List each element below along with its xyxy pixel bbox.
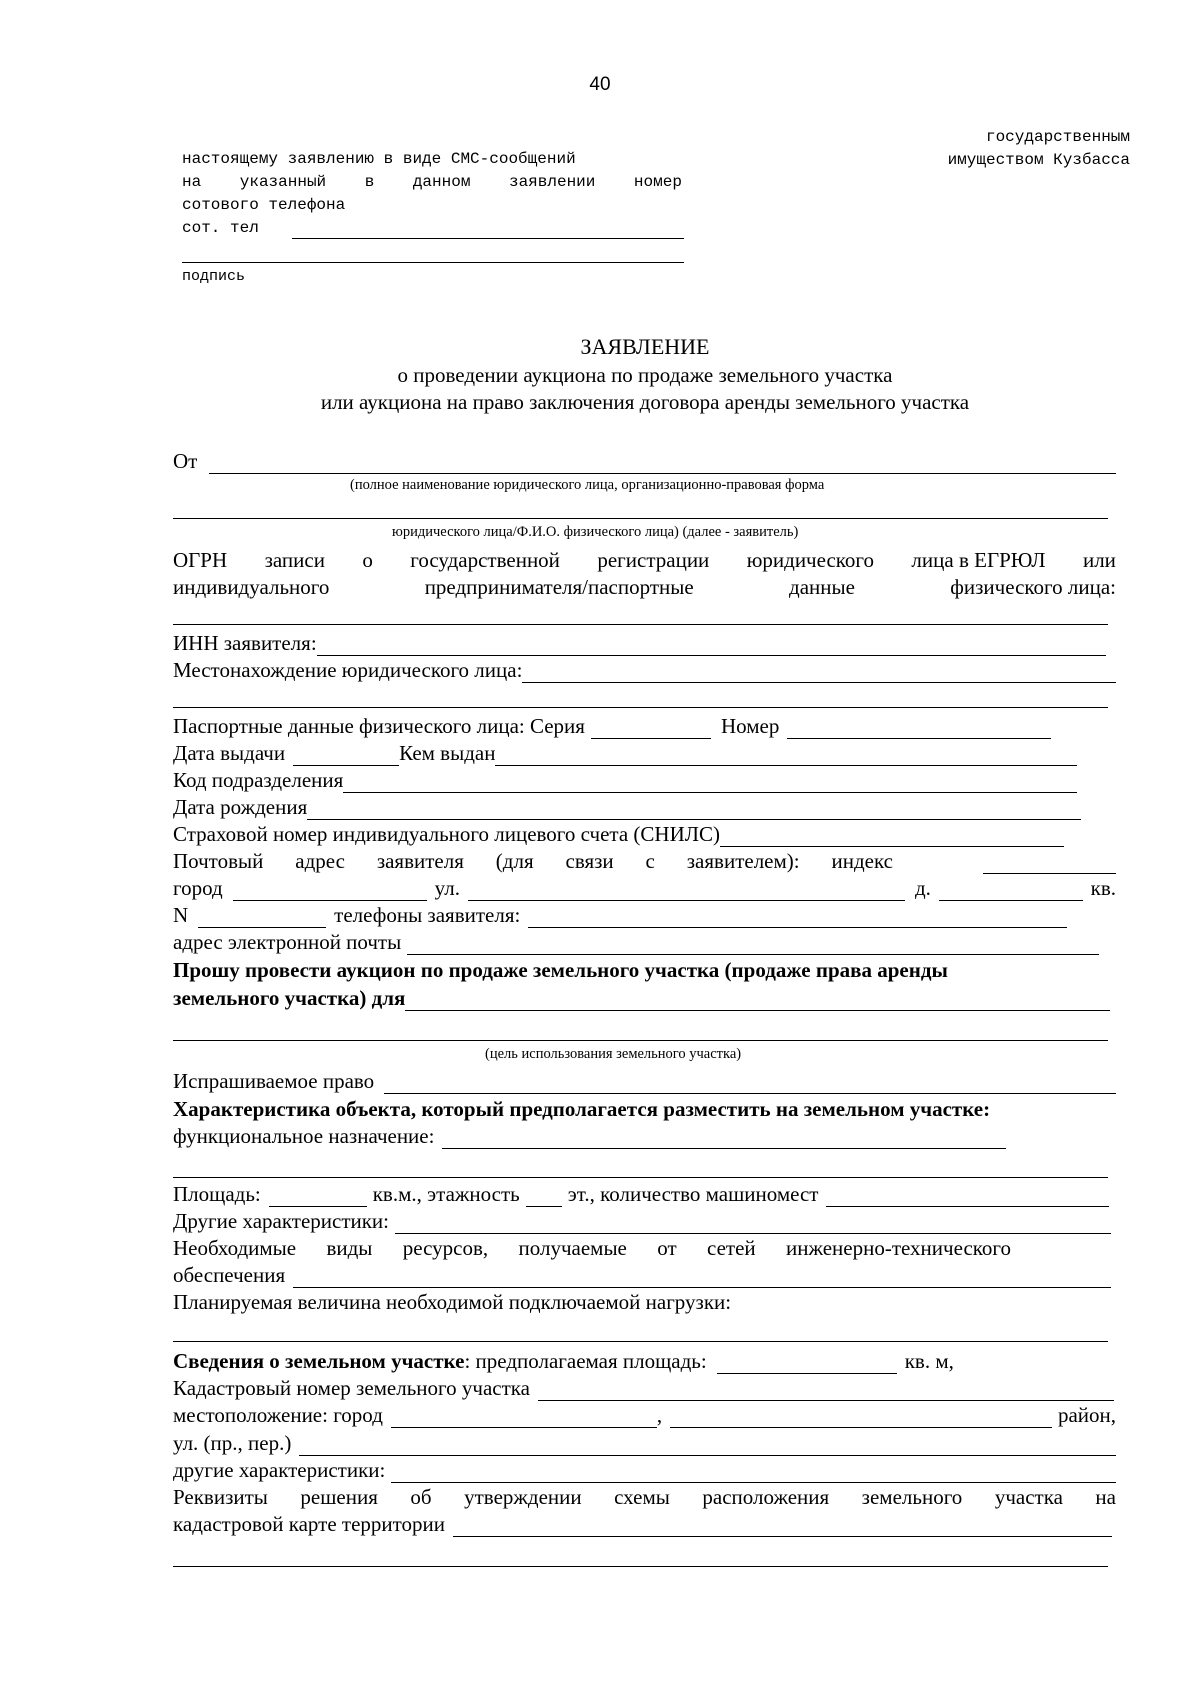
plot-heading-row [173, 1348, 1116, 1374]
snils-row [173, 821, 1064, 847]
word: адрес [295, 849, 345, 873]
snils-field[interactable] [720, 826, 1064, 847]
district-label: район, [1057, 1403, 1116, 1427]
passport-row [173, 713, 1051, 739]
word: государственной [410, 548, 560, 572]
location-field[interactable] [522, 662, 1116, 683]
ogrn-row-2 [173, 574, 1116, 600]
inn-field[interactable] [317, 635, 1106, 656]
passport-label: Паспортные данные физического лица: Серия [173, 714, 585, 738]
city-label: город [173, 876, 223, 900]
plot-street-row [173, 1430, 1116, 1456]
word: лица в ЕГРЮЛ [911, 548, 1046, 572]
plot-unit-label: кв. м, [904, 1349, 954, 1373]
resources-row-1 [173, 1235, 1011, 1261]
word: связи [565, 849, 614, 873]
word: от [657, 1236, 677, 1260]
word: заявителем): [686, 849, 800, 873]
issued-by-label: Кем выдан [399, 741, 496, 765]
word: виды [326, 1236, 373, 1260]
birth-date-label: Дата рождения [173, 795, 308, 819]
inn-label: ИНН заявителя: [173, 631, 317, 655]
word: номер [633, 173, 682, 191]
word: ОГРН [173, 548, 228, 572]
plot-area-field[interactable] [717, 1353, 897, 1374]
mobile-phone-label: сот. тел [182, 219, 259, 237]
requested-right-label: Испрашиваемое право [173, 1069, 375, 1093]
word: предпринимателя/паспортные [424, 575, 694, 599]
area-label: Площадь: [173, 1182, 261, 1206]
plot-city-field[interactable] [391, 1407, 657, 1428]
cadastral-label: Кадастровый номер земельного участка [173, 1376, 530, 1400]
mobile-phone-field[interactable] [292, 238, 684, 239]
function-row [173, 1123, 1006, 1149]
from-row [173, 448, 1116, 474]
postal-label-group [173, 848, 893, 874]
word: об [410, 1485, 432, 1509]
city-row [173, 875, 1116, 901]
word: на [1095, 1485, 1116, 1509]
resources-row-2 [173, 1262, 1111, 1288]
parking-field[interactable] [826, 1186, 1109, 1207]
plot-city-label: местоположение: город [173, 1403, 383, 1427]
sqm-floors-label: кв.м., этажность [372, 1182, 520, 1206]
location-field-2[interactable] [173, 707, 1108, 708]
function-label: функциональное назначение: [173, 1124, 435, 1148]
word: Почтовый [173, 849, 264, 873]
postal-index-field[interactable] [983, 853, 1116, 874]
word: Необходимые [173, 1236, 297, 1260]
division-code-row [173, 767, 1077, 793]
from-label: От [173, 449, 198, 473]
sms-consent-line-3: сотового телефона [182, 196, 346, 214]
birth-date-field[interactable] [307, 799, 1081, 820]
word: или [1082, 548, 1116, 572]
snils-label: Страховой номер индивидуального лицевого счета (СНИЛС) [173, 822, 720, 846]
plot-street-label: ул. (пр., пер.) [173, 1431, 292, 1455]
word: участка [994, 1485, 1063, 1509]
phones-field[interactable] [528, 907, 1067, 928]
location-label: Местонахождение юридического лица: [173, 658, 523, 682]
word: данные [789, 575, 855, 599]
document-subtitle-1: о проведении аукциона по продаже земельного участка [397, 363, 893, 387]
request-text-2: земельного участка) для [173, 986, 406, 1010]
hint-applicant-name: (полное наименование юридического лица, организационно-правовая форма [350, 477, 825, 493]
phones-row [173, 902, 1067, 928]
object-heading: Характеристика объекта, который предполагается разместить на земельном участке: [173, 1097, 991, 1121]
word: с [645, 849, 655, 873]
issue-date-field[interactable] [293, 745, 399, 766]
sms-consent-line-1: настоящему заявлению в виде СМС-сообщений [182, 150, 576, 168]
house-field[interactable] [939, 880, 1083, 901]
comma: , [656, 1403, 663, 1427]
word: индивидуального [173, 575, 330, 599]
land-use-purpose-field[interactable] [405, 990, 1110, 1011]
ogrn-field[interactable] [173, 624, 1108, 625]
postal-row [173, 848, 1116, 874]
word: записи [264, 548, 325, 572]
addressee-line-1: государственным [985, 128, 1130, 146]
plot-other-label: другие характеристики: [173, 1458, 386, 1482]
word: указанный [239, 173, 327, 191]
document-title: ЗАЯВЛЕНИЕ [580, 334, 710, 359]
scheme-label: кадастровой карте территории [173, 1512, 446, 1536]
word: заявителя [376, 849, 464, 873]
other-chars-field[interactable] [395, 1213, 1111, 1234]
word: решения [300, 1485, 378, 1509]
word: получаемые [518, 1236, 627, 1260]
issue-date-label: Дата выдачи [173, 741, 286, 765]
birth-date-row [173, 794, 1081, 820]
load-label: Планируемая величина необходимой подключаемой нагрузки: [173, 1290, 732, 1314]
word: юридического [746, 548, 875, 572]
word: земельного [861, 1485, 963, 1509]
house-label: д. [914, 876, 931, 900]
request-line-2 [173, 985, 1110, 1011]
word: инженерно-технического [786, 1236, 1011, 1260]
word: о [362, 548, 373, 572]
inn-row [173, 630, 1106, 656]
other-chars-label: Другие характеристики: [173, 1209, 390, 1233]
word: утверждении [464, 1485, 582, 1509]
plot-heading-rest: : предполагаемая площадь: [464, 1349, 707, 1373]
plot-location-row [173, 1402, 1116, 1428]
cadastral-field[interactable] [538, 1380, 1114, 1401]
applicant-name-field[interactable] [209, 453, 1116, 474]
page-number: 40 [589, 74, 611, 95]
passport-number-field[interactable] [787, 718, 1051, 739]
hint-applicant-name-2: юридического лица/Ф.И.О. физического лица) (далее - заявитель) [392, 524, 799, 540]
request-line-1 [173, 957, 1116, 983]
signature-label: подпись [182, 268, 246, 285]
scheme-row-1 [173, 1484, 1116, 1510]
requested-right-row [173, 1068, 1116, 1094]
function-field-2[interactable] [173, 1177, 1108, 1178]
area-row [173, 1181, 1109, 1207]
addressee-line-2: имуществом Кузбасса [947, 151, 1130, 169]
applicant-name-field-2[interactable] [173, 518, 1108, 519]
parking-label: эт., количество машиномест [567, 1182, 819, 1206]
apartment-field[interactable] [198, 907, 326, 928]
phones-label: телефоны заявителя: [334, 903, 521, 927]
function-field[interactable] [442, 1128, 1006, 1149]
email-field[interactable] [407, 934, 1099, 955]
word: Реквизиты [173, 1485, 268, 1509]
email-row [173, 929, 1099, 955]
word: расположения [702, 1485, 830, 1509]
word: (для [495, 849, 534, 873]
email-label: адрес электронной почты [173, 930, 402, 954]
ogrn-row-1 [173, 547, 1116, 573]
word: физического лица: [950, 575, 1116, 599]
plot-other-field[interactable] [391, 1462, 1116, 1483]
city-field[interactable] [233, 880, 427, 901]
request-text-1: Прошу провести аукцион по продаже земельного участка (продаже права аренды [173, 958, 948, 982]
land-use-purpose-field-2[interactable] [173, 1040, 1108, 1041]
area-field[interactable] [269, 1186, 367, 1207]
word: регистрации [597, 548, 710, 572]
requested-right-field[interactable] [384, 1073, 1116, 1094]
scheme-row-2 [173, 1511, 1112, 1537]
resources-field[interactable] [293, 1267, 1111, 1288]
load-field[interactable] [173, 1341, 1108, 1342]
street-label: ул. [434, 876, 460, 900]
object-heading-row [173, 1096, 1133, 1122]
load-row [173, 1289, 1116, 1315]
scheme-field[interactable] [453, 1516, 1112, 1537]
apartment-n-label: N [173, 903, 189, 927]
word: схемы [614, 1485, 670, 1509]
division-code-label: Код подразделения [173, 768, 344, 792]
word: заявлении [508, 173, 596, 191]
passport-number-label: Номер [720, 714, 780, 738]
other-chars-row [173, 1208, 1111, 1234]
division-code-field[interactable] [343, 772, 1077, 793]
word: ресурсов, [402, 1236, 489, 1260]
word: на [182, 173, 202, 191]
plot-other-row [173, 1457, 1116, 1483]
street-field[interactable] [468, 880, 905, 901]
passport-series-field[interactable] [591, 718, 711, 739]
sms-consent-line-2 [182, 171, 682, 194]
word: данном [412, 173, 471, 191]
word: в [364, 173, 375, 191]
issue-row [173, 740, 1077, 766]
apartment-label: кв. [1090, 876, 1116, 900]
scheme-field-2[interactable] [173, 1566, 1108, 1567]
location-row [173, 657, 1116, 683]
document-subtitle-2: или аукциона на право заключения договора аренды земельного участка [320, 390, 970, 414]
floors-field[interactable] [526, 1186, 562, 1207]
plot-street-field[interactable] [299, 1435, 1116, 1456]
signature-field[interactable] [182, 262, 684, 263]
hint-land-use-purpose: (цель использования земельного участка) [485, 1046, 742, 1062]
issued-by-field[interactable] [495, 745, 1077, 766]
cadastral-row [173, 1375, 1114, 1401]
plot-district-field[interactable] [670, 1407, 1052, 1428]
word: индекс [831, 849, 893, 873]
resources-label: обеспечения [173, 1263, 286, 1287]
plot-heading-bold: Сведения о земельном участке [173, 1349, 465, 1373]
word: сетей [707, 1236, 756, 1260]
